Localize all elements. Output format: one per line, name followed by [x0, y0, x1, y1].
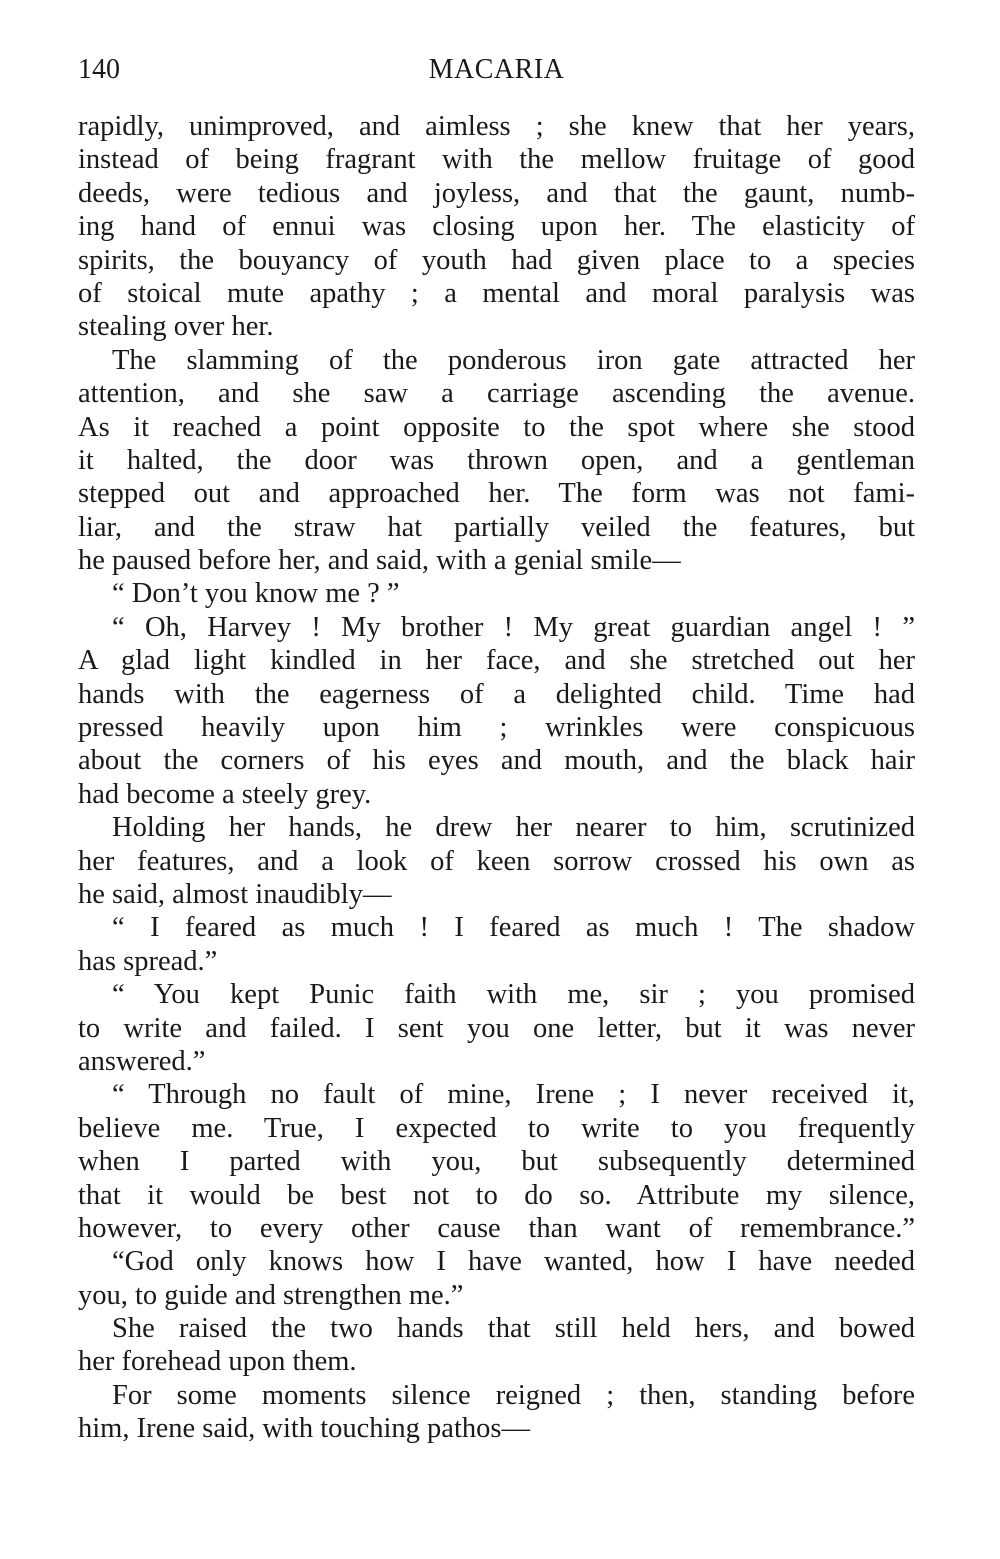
text-line: you, to guide and strengthen me.”	[78, 1279, 464, 1311]
text-line: hands with the eagerness of a delighted child. Time had	[78, 678, 915, 710]
text-line: stealing over her.	[78, 311, 274, 343]
text-line: when I parted with you, but subsequently determined	[78, 1146, 915, 1178]
text-line: “God only knows how I have wanted, how I have needed	[112, 1246, 915, 1278]
text-line: to write and failed. I sent you one letter, but it was never	[78, 1012, 915, 1044]
text-line: pressed heavily upon him ; wrinkles were conspicuous	[78, 712, 915, 744]
running-title: MACARIA	[428, 54, 565, 85]
text-line: “ Don’t you know me ? ”	[112, 578, 400, 610]
text-line: rapidly, unimproved, and aimless ; she knew that her years,	[78, 111, 915, 142]
text-line: had become a steely grey.	[78, 778, 372, 810]
text-line: has spread.”	[78, 945, 218, 977]
text-line: deeds, were tedious and joyless, and that the gaunt, numb-	[78, 177, 915, 209]
text-line: answered.”	[78, 1045, 206, 1077]
text-line: As it reached a point opposite to the spot where she stood	[78, 411, 915, 443]
text-line: it halted, the door was thrown open, and a gentleman	[78, 444, 915, 476]
text-line: A glad light kindled in her face, and she stretched out her	[78, 645, 915, 677]
text-line: “ I feared as much ! I feared as much ! The shadow	[112, 912, 915, 944]
body-text	[78, 110, 915, 1446]
text-line: “ Oh, Harvey ! My brother ! My great guardian angel ! ”	[112, 611, 915, 643]
text-line: liar, and the straw hat partially veiled the features, but	[78, 511, 915, 543]
text-line: that it would be best not to do so. Attribute my silence,	[78, 1179, 915, 1211]
text-line: her forehead upon them.	[78, 1346, 357, 1378]
text-line: him, Irene said, with touching pathos—	[78, 1413, 530, 1445]
text-line: Holding her hands, he drew her nearer to him, scrutinized	[112, 812, 915, 844]
text-line: however, to every other cause than want of remembrance.”	[78, 1212, 915, 1244]
text-line: about the corners of his eyes and mouth, and the black hair	[78, 745, 915, 777]
text-line: spirits, the bouyancy of youth had given place to a species	[78, 244, 915, 276]
text-line: “ Through no fault of mine, Irene ; I never received it,	[112, 1079, 915, 1111]
page-number: 140	[78, 54, 120, 85]
text-line: he said, almost inaudibly—	[78, 878, 392, 910]
page-header	[78, 50, 915, 90]
text-line: attention, and she saw a carriage ascending the avenue.	[78, 378, 915, 410]
text-line: stepped out and approached her. The form was not fami-	[78, 478, 915, 510]
text-line: She raised the two hands that still held hers, and bowed	[112, 1313, 915, 1345]
text-line: instead of being fragrant with the mellow fruitage of good	[78, 144, 915, 176]
text-line: believe me. True, I expected to write to you frequently	[78, 1112, 915, 1144]
text-line: her features, and a look of keen sorrow crossed his own as	[78, 845, 915, 877]
text-line: of stoical mute apathy ; a mental and moral paralysis was	[78, 277, 915, 309]
text-line: he paused before her, and said, with a genial smile—	[78, 545, 681, 577]
text-line: For some moments silence reigned ; then, standing before	[112, 1379, 915, 1411]
text-line: The slamming of the ponderous iron gate attracted her	[112, 344, 915, 376]
text-line: “ You kept Punic faith with me, sir ; you promised	[112, 979, 915, 1011]
text-line: ing hand of ennui was closing upon her. The elasticity of	[78, 211, 915, 243]
